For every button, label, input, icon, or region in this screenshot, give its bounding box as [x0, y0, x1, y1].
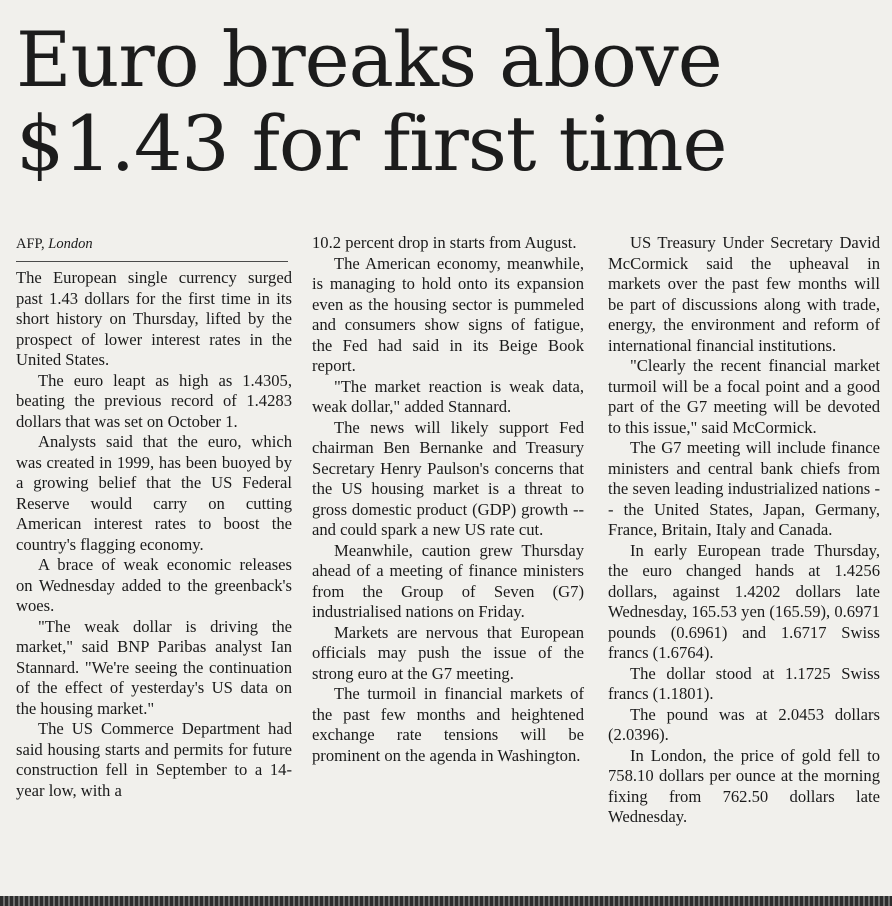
- paragraph: In London, the price of gold fell to 758.10 dollars per ounce at the morning fixing from 762.50 dollars late Wednesday.: [608, 745, 880, 826]
- article-body: [0, 233, 892, 893]
- paragraph: US Treasury Under Secretary David McCormick said the upheaval in markets over the past few months will be part of discussions along with trade, energy, the environment and reform of international financial institutions.: [608, 233, 880, 355]
- paragraph: The turmoil in financial markets of the past few months and heightened exchange rate tensions will be prominent on the agenda in Washington.: [312, 684, 584, 765]
- paragraph: "The weak dollar is driving the market," said BNP Paribas analyst Ian Stannard. "We're seeing the continuation of the effect of yesterday's US data on the housing market.": [16, 616, 292, 718]
- byline: [16, 235, 292, 253]
- paragraph: Analysts said that the euro, which was created in 1999, has been buoyed by a growing belief that the US Federal Reserve would carry on cutting American interest rates to boost the country's flagging economy.: [16, 432, 292, 554]
- headline: [16, 15, 886, 188]
- page-edge-rule: [0, 896, 892, 906]
- paragraph: The G7 meeting will include finance ministers and central bank chiefs from the seven leading industrialized nations -- the United States, Japan, Germany, France, Britain, Italy and Canada.: [608, 438, 880, 539]
- column-2: [312, 233, 584, 766]
- headline-line-2: $1.43 for first time: [16, 99, 727, 188]
- paragraph: The European single currency surged past 1.43 dollars for the first time in its short history on Thursday, lifted by the prospect of lower interest rates in the United States.: [16, 268, 292, 369]
- paragraph: Meanwhile, caution grew Thursday ahead of a meeting of finance ministers from the Group of Seven (G7) industrialised nations on Friday.: [312, 540, 584, 621]
- paragraph: The pound was at 2.0453 dollars (2.0396).: [608, 704, 880, 744]
- byline-agency: AFP,: [16, 236, 45, 252]
- byline-location: London: [48, 236, 93, 252]
- byline-rule: [16, 261, 288, 262]
- paragraph: The dollar stood at 1.1725 Swiss francs (1.1801).: [608, 663, 880, 703]
- column-3: [608, 233, 880, 828]
- paragraph: "Clearly the recent financial market turmoil will be a focal point and a good part of the G7 meeting will be devoted to this issue," said McCormick.: [608, 356, 880, 437]
- paragraph: The US Commerce Department had said housing starts and permits for future construction fell in September to a 14-year low, with a: [16, 719, 292, 800]
- headline-line-1: Euro breaks above: [16, 15, 722, 104]
- paragraph: In early European trade Thursday, the euro changed hands at 1.4256 dollars, against 1.4202 dollars late Wednesday, 165.53 yen (165.59), 0.6971 pounds (0.6961) and 1.6717 Swiss francs (1.6764).: [608, 540, 880, 662]
- column-1: [16, 233, 292, 801]
- paragraph: Markets are nervous that European officials may push the issue of the strong euro at the G7 meeting.: [312, 622, 584, 683]
- paragraph: "The market reaction is weak data, weak dollar," added Stannard.: [312, 376, 584, 416]
- paragraph: 10.2 percent drop in starts from August.: [312, 233, 577, 252]
- paragraph: A brace of weak economic releases on Wednesday added to the greenback's woes.: [16, 555, 292, 615]
- paragraph: The American economy, meanwhile, is managing to hold onto its expansion even as the housing sector is pummeled and consumers show signs of fatigue, the Fed had said in its Beige Book report.: [312, 253, 584, 375]
- paragraph: The news will likely support Fed chairman Ben Bernanke and Treasury Secretary Henry Paulson's concerns that the US housing market is a threat to gross domestic product (GDP) growth -- and could spark a new US rate cut.: [312, 417, 584, 539]
- paragraph: The euro leapt as high as 1.4305, beating the previous record of 1.4283 dollars that was set on October 1.: [16, 370, 292, 431]
